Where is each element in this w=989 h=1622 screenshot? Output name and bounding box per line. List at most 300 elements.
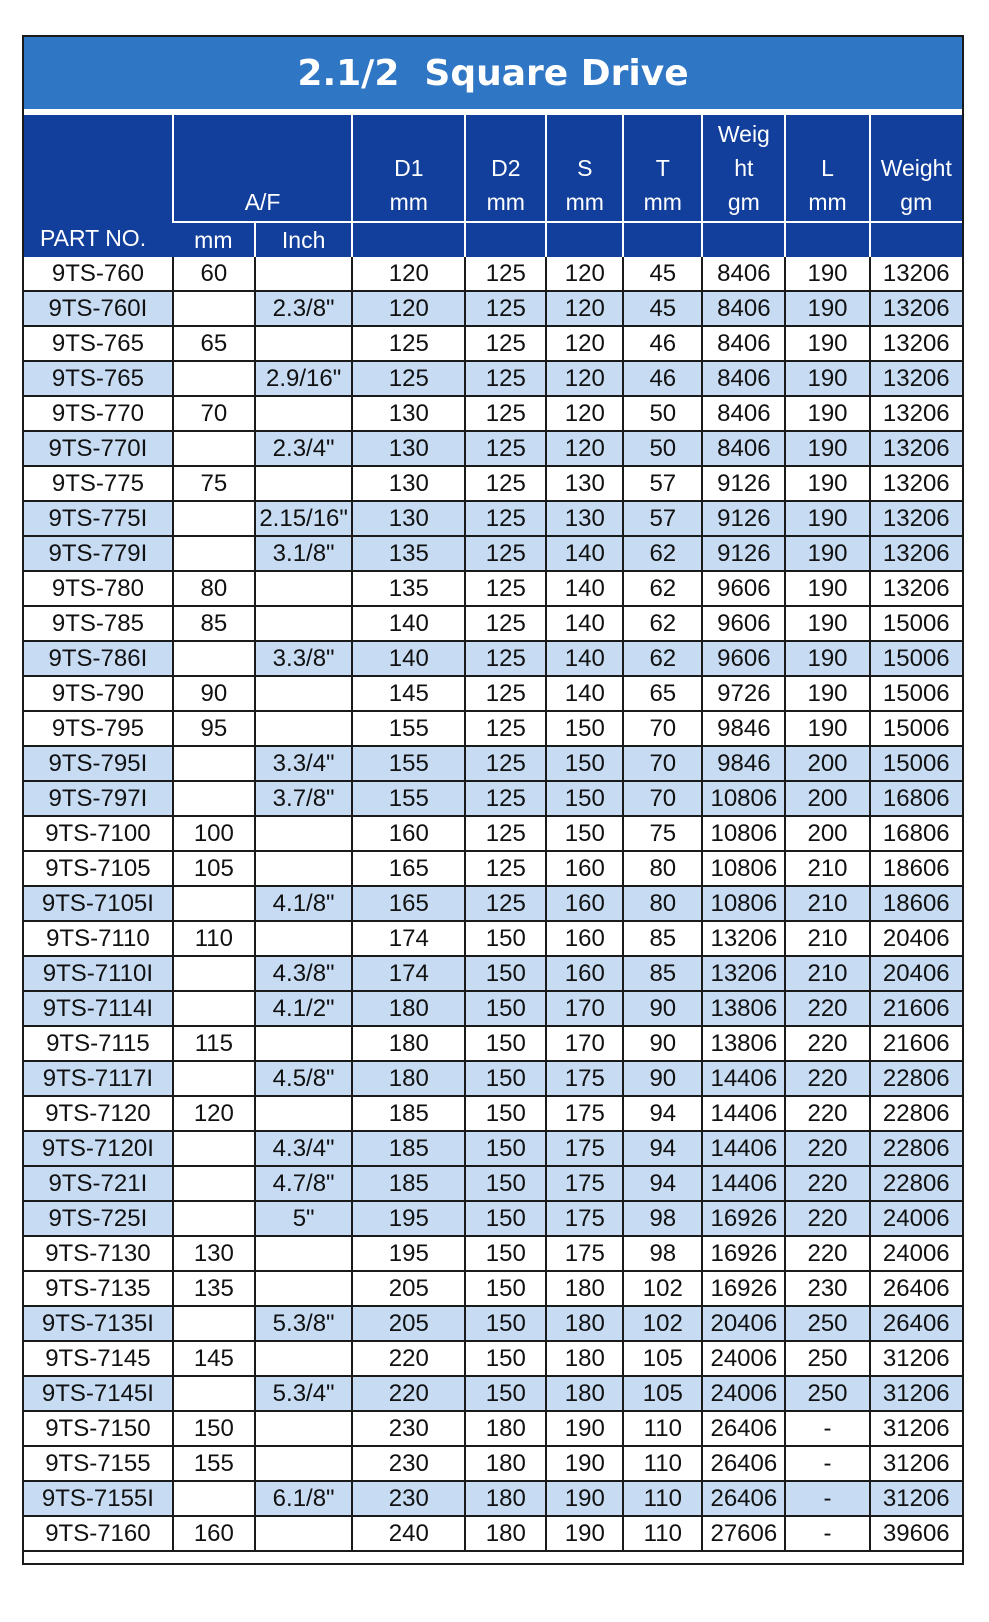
cell-t: 62: [623, 641, 702, 676]
cell-weight: 15006: [870, 711, 962, 746]
cell-d2: 125: [465, 816, 546, 851]
cell-d2: 150: [465, 1026, 546, 1061]
cell-weight-short: 27606: [702, 1516, 785, 1551]
cell-weight-short: 9606: [702, 641, 785, 676]
cell-l: 190: [785, 606, 869, 641]
cell-d1: 140: [352, 641, 465, 676]
cell-af-inch: [255, 1026, 352, 1061]
cell-l: 200: [785, 746, 869, 781]
cell-d2: 150: [465, 1061, 546, 1096]
cell-s: 120: [546, 361, 623, 396]
cell-s: 180: [546, 1341, 623, 1376]
cell-weight: 20406: [870, 921, 962, 956]
cell-weight-short: 24006: [702, 1376, 785, 1411]
cell-weight-short: 9726: [702, 676, 785, 711]
table-row: [24, 886, 962, 921]
cell-l: 190: [785, 466, 869, 501]
cell-part-no: 9TS-765: [24, 326, 173, 361]
cell-d1: 220: [352, 1341, 465, 1376]
cell-weight-short: 10806: [702, 886, 785, 921]
cell-part-no: 9TS-7114I: [24, 991, 173, 1026]
cell-af-inch: 3.3/4": [255, 746, 352, 781]
cell-weight-short: 9126: [702, 501, 785, 536]
table-row: [24, 1096, 962, 1131]
cell-af-inch: 5.3/4": [255, 1376, 352, 1411]
table-row: [24, 361, 962, 396]
cell-weight: 16806: [870, 816, 962, 851]
cell-t: 45: [623, 291, 702, 326]
cell-d2: 125: [465, 711, 546, 746]
cell-af-inch: [255, 257, 352, 291]
cell-weight: 20406: [870, 956, 962, 991]
cell-af-inch: [255, 816, 352, 851]
cell-af-inch: [255, 571, 352, 606]
cell-part-no: 9TS-790: [24, 676, 173, 711]
cell-weight: 18606: [870, 851, 962, 886]
cell-d2: 125: [465, 571, 546, 606]
cell-af-mm: 130: [173, 1236, 255, 1271]
cell-part-no: 9TS-7150: [24, 1411, 173, 1446]
cell-l: 190: [785, 431, 869, 466]
cell-s: 120: [546, 431, 623, 466]
cell-d2: 125: [465, 781, 546, 816]
cell-af-mm: 135: [173, 1271, 255, 1306]
cell-part-no: 9TS-725I: [24, 1201, 173, 1236]
table-row: [24, 291, 962, 326]
cell-weight-short: 8406: [702, 431, 785, 466]
cell-weight: 13206: [870, 361, 962, 396]
cell-l: 250: [785, 1341, 869, 1376]
cell-weight: 15006: [870, 746, 962, 781]
cell-l: 230: [785, 1271, 869, 1306]
cell-l: 190: [785, 711, 869, 746]
cell-t: 62: [623, 606, 702, 641]
cell-weight-short: 13206: [702, 956, 785, 991]
cell-l: 220: [785, 1201, 869, 1236]
cell-t: 105: [623, 1341, 702, 1376]
cell-af-inch: 4.1/2": [255, 991, 352, 1026]
cell-weight-short: 9846: [702, 746, 785, 781]
cell-af-mm: 155: [173, 1446, 255, 1481]
cell-s: 190: [546, 1411, 623, 1446]
cell-af-inch: [255, 921, 352, 956]
cell-t: 110: [623, 1446, 702, 1481]
cell-t: 62: [623, 536, 702, 571]
table-title: 2.1/2 Square Drive: [24, 37, 962, 109]
cell-af-mm: 115: [173, 1026, 255, 1061]
cell-part-no: 9TS-7155I: [24, 1481, 173, 1516]
cell-weight: 21606: [870, 1026, 962, 1061]
cell-weight: 13206: [870, 291, 962, 326]
cell-af-inch: [255, 711, 352, 746]
cell-part-no: 9TS-7145: [24, 1341, 173, 1376]
table-row: [24, 1236, 962, 1271]
cell-part-no: 9TS-7110: [24, 921, 173, 956]
cell-weight: 13206: [870, 571, 962, 606]
cell-af-mm: 65: [173, 326, 255, 361]
cell-af-mm: [173, 641, 255, 676]
cell-d1: 120: [352, 257, 465, 291]
cell-part-no: 9TS-7160: [24, 1516, 173, 1551]
table-row: [24, 991, 962, 1026]
cell-weight: 31206: [870, 1481, 962, 1516]
cell-part-no: 9TS-775I: [24, 501, 173, 536]
cell-weight: 24006: [870, 1236, 962, 1271]
cell-l: 210: [785, 921, 869, 956]
cell-s: 175: [546, 1201, 623, 1236]
cell-s: 175: [546, 1236, 623, 1271]
cell-d2: 150: [465, 1341, 546, 1376]
cell-weight-short: 8406: [702, 326, 785, 361]
header-l: L mm: [785, 115, 869, 222]
cell-d2: 150: [465, 1236, 546, 1271]
cell-s: 140: [546, 676, 623, 711]
cell-weight-short: 10806: [702, 781, 785, 816]
header-weight-short: Weig ht gm: [702, 115, 785, 222]
cell-l: 190: [785, 641, 869, 676]
cell-t: 65: [623, 676, 702, 711]
cell-af-mm: 110: [173, 921, 255, 956]
table-row: [24, 501, 962, 536]
cell-t: 70: [623, 711, 702, 746]
cell-weight: 22806: [870, 1061, 962, 1096]
cell-af-mm: [173, 501, 255, 536]
cell-part-no: 9TS-7110I: [24, 956, 173, 991]
cell-d2: 125: [465, 676, 546, 711]
cell-s: 120: [546, 291, 623, 326]
cell-af-inch: [255, 1341, 352, 1376]
cell-af-inch: [255, 1096, 352, 1131]
cell-part-no: 9TS-785: [24, 606, 173, 641]
cell-part-no: 9TS-780: [24, 571, 173, 606]
cell-l: 220: [785, 1061, 869, 1096]
cell-l: 250: [785, 1306, 869, 1341]
cell-af-inch: [255, 1411, 352, 1446]
cell-weight-short: 14406: [702, 1096, 785, 1131]
cell-weight-short: 8406: [702, 257, 785, 291]
cell-d1: 180: [352, 1061, 465, 1096]
cell-af-mm: [173, 956, 255, 991]
cell-l: 220: [785, 1026, 869, 1061]
cell-d1: 174: [352, 956, 465, 991]
cell-weight-short: 9126: [702, 466, 785, 501]
cell-weight-short: 8406: [702, 291, 785, 326]
cell-d2: 125: [465, 466, 546, 501]
header-t: T mm: [623, 115, 702, 222]
cell-weight-short: 9606: [702, 571, 785, 606]
cell-part-no: 9TS-7100: [24, 816, 173, 851]
cell-d1: 140: [352, 606, 465, 641]
cell-af-inch: 6.1/8": [255, 1481, 352, 1516]
table-header: [24, 115, 962, 257]
cell-weight-short: 10806: [702, 851, 785, 886]
cell-d1: 205: [352, 1306, 465, 1341]
cell-d1: 135: [352, 571, 465, 606]
cell-af-inch: 4.3/4": [255, 1131, 352, 1166]
cell-part-no: 9TS-7105I: [24, 886, 173, 921]
cell-af-mm: [173, 746, 255, 781]
cell-t: 90: [623, 991, 702, 1026]
cell-part-no: 9TS-775: [24, 466, 173, 501]
cell-l: 190: [785, 361, 869, 396]
cell-s: 120: [546, 257, 623, 291]
cell-af-inch: [255, 676, 352, 711]
cell-t: 110: [623, 1481, 702, 1516]
table-row: [24, 956, 962, 991]
cell-weight: 13206: [870, 536, 962, 571]
table-row: [24, 396, 962, 431]
cell-d2: 125: [465, 886, 546, 921]
cell-s: 160: [546, 886, 623, 921]
cell-af-mm: [173, 991, 255, 1026]
cell-af-inch: [255, 851, 352, 886]
cell-l: 190: [785, 676, 869, 711]
cell-weight-short: 24006: [702, 1341, 785, 1376]
cell-af-inch: 2.3/4": [255, 431, 352, 466]
cell-af-mm: [173, 886, 255, 921]
table-row: [24, 781, 962, 816]
cell-part-no: 9TS-765: [24, 361, 173, 396]
cell-d1: 195: [352, 1236, 465, 1271]
cell-weight: 26406: [870, 1271, 962, 1306]
cell-weight: 22806: [870, 1131, 962, 1166]
cell-weight-short: 26406: [702, 1481, 785, 1516]
cell-d2: 125: [465, 536, 546, 571]
cell-d2: 180: [465, 1516, 546, 1551]
cell-s: 170: [546, 1026, 623, 1061]
cell-s: 180: [546, 1376, 623, 1411]
table-row: [24, 816, 962, 851]
cell-weight: 13206: [870, 501, 962, 536]
table-row: [24, 1271, 962, 1306]
cell-d2: 150: [465, 921, 546, 956]
header-d1: D1 mm: [352, 115, 465, 222]
cell-weight: 24006: [870, 1201, 962, 1236]
cell-d1: 174: [352, 921, 465, 956]
cell-part-no: 9TS-7145I: [24, 1376, 173, 1411]
cell-af-mm: 160: [173, 1516, 255, 1551]
cell-l: -: [785, 1446, 869, 1481]
cell-d1: 165: [352, 886, 465, 921]
cell-s: 150: [546, 816, 623, 851]
cell-af-mm: [173, 1376, 255, 1411]
cell-part-no: 9TS-721I: [24, 1166, 173, 1201]
header-weight: Weight gm: [870, 115, 962, 222]
cell-af-mm: [173, 291, 255, 326]
cell-af-inch: [255, 1271, 352, 1306]
cell-part-no: 9TS-7130: [24, 1236, 173, 1271]
cell-weight-short: 13806: [702, 991, 785, 1026]
cell-weight-short: 16926: [702, 1201, 785, 1236]
cell-d1: 130: [352, 431, 465, 466]
header-part-no: PART NO.: [24, 115, 173, 257]
cell-l: 190: [785, 536, 869, 571]
cell-af-inch: 2.9/16": [255, 361, 352, 396]
header-d2: D2 mm: [465, 115, 546, 222]
cell-af-inch: 2.3/8": [255, 291, 352, 326]
cell-d1: 125: [352, 361, 465, 396]
cell-s: 140: [546, 571, 623, 606]
header-blank: [623, 222, 702, 257]
cell-part-no: 9TS-760: [24, 257, 173, 291]
cell-t: 46: [623, 326, 702, 361]
square-drive-spec-table: [24, 115, 962, 1552]
cell-t: 98: [623, 1236, 702, 1271]
cell-weight: 22806: [870, 1166, 962, 1201]
cell-t: 94: [623, 1131, 702, 1166]
cell-weight-short: 26406: [702, 1446, 785, 1481]
cell-s: 170: [546, 991, 623, 1026]
cell-t: 45: [623, 257, 702, 291]
cell-s: 175: [546, 1166, 623, 1201]
cell-weight-short: 13806: [702, 1026, 785, 1061]
cell-d1: 195: [352, 1201, 465, 1236]
cell-d1: 180: [352, 1026, 465, 1061]
cell-t: 46: [623, 361, 702, 396]
cell-d2: 125: [465, 606, 546, 641]
cell-af-mm: 75: [173, 466, 255, 501]
cell-s: 130: [546, 466, 623, 501]
cell-af-mm: 150: [173, 1411, 255, 1446]
cell-t: 85: [623, 921, 702, 956]
cell-s: 120: [546, 326, 623, 361]
cell-part-no: 9TS-7120: [24, 1096, 173, 1131]
cell-s: 190: [546, 1446, 623, 1481]
cell-d2: 150: [465, 956, 546, 991]
cell-af-mm: 105: [173, 851, 255, 886]
cell-part-no: 9TS-770I: [24, 431, 173, 466]
cell-d2: 125: [465, 501, 546, 536]
table-row: [24, 1026, 962, 1061]
cell-part-no: 9TS-760I: [24, 291, 173, 326]
header-blank: [352, 222, 465, 257]
cell-part-no: 9TS-779I: [24, 536, 173, 571]
cell-af-inch: [255, 1236, 352, 1271]
cell-d2: 125: [465, 431, 546, 466]
cell-weight-short: 8406: [702, 361, 785, 396]
cell-weight: 22806: [870, 1096, 962, 1131]
header-blank: [870, 222, 962, 257]
cell-d1: 135: [352, 536, 465, 571]
cell-af-mm: 100: [173, 816, 255, 851]
cell-d1: 120: [352, 291, 465, 326]
cell-s: 120: [546, 396, 623, 431]
spec-table-frame: [22, 35, 964, 1565]
cell-d1: 185: [352, 1166, 465, 1201]
cell-s: 140: [546, 606, 623, 641]
cell-af-mm: [173, 1061, 255, 1096]
cell-s: 175: [546, 1131, 623, 1166]
cell-s: 180: [546, 1306, 623, 1341]
cell-af-mm: 95: [173, 711, 255, 746]
cell-af-inch: 4.3/8": [255, 956, 352, 991]
cell-weight: 13206: [870, 257, 962, 291]
table-row: [24, 1306, 962, 1341]
cell-weight: 15006: [870, 641, 962, 676]
cell-d2: 150: [465, 991, 546, 1026]
cell-d2: 180: [465, 1446, 546, 1481]
cell-t: 90: [623, 1061, 702, 1096]
table-row: [24, 1516, 962, 1551]
table-row: [24, 1376, 962, 1411]
table-row: [24, 711, 962, 746]
cell-t: 80: [623, 851, 702, 886]
cell-l: 220: [785, 1166, 869, 1201]
table-row: [24, 746, 962, 781]
table-row: [24, 1131, 962, 1166]
cell-af-inch: [255, 396, 352, 431]
cell-t: 50: [623, 431, 702, 466]
cell-t: 94: [623, 1096, 702, 1131]
cell-weight: 13206: [870, 431, 962, 466]
cell-part-no: 9TS-786I: [24, 641, 173, 676]
cell-weight: 31206: [870, 1446, 962, 1481]
cell-af-inch: 3.3/8": [255, 641, 352, 676]
cell-l: 190: [785, 501, 869, 536]
table-row: [24, 571, 962, 606]
table-row: [24, 851, 962, 886]
cell-af-inch: [255, 606, 352, 641]
header-af-inch: Inch: [255, 222, 352, 257]
cell-l: 190: [785, 326, 869, 361]
cell-d1: 130: [352, 396, 465, 431]
cell-weight-short: 9126: [702, 536, 785, 571]
cell-l: 220: [785, 991, 869, 1026]
cell-d1: 155: [352, 746, 465, 781]
cell-t: 57: [623, 466, 702, 501]
cell-af-inch: 5.3/8": [255, 1306, 352, 1341]
cell-s: 140: [546, 641, 623, 676]
table-row: [24, 466, 962, 501]
cell-weight-short: 13206: [702, 921, 785, 956]
cell-d1: 185: [352, 1096, 465, 1131]
cell-l: -: [785, 1516, 869, 1551]
cell-d2: 125: [465, 326, 546, 361]
cell-d1: 155: [352, 711, 465, 746]
cell-weight-short: 9606: [702, 606, 785, 641]
cell-weight: 31206: [870, 1376, 962, 1411]
cell-d1: 125: [352, 326, 465, 361]
cell-af-mm: 120: [173, 1096, 255, 1131]
table-row: [24, 1481, 962, 1516]
cell-af-inch: 3.7/8": [255, 781, 352, 816]
table-row: [24, 1061, 962, 1096]
table-row: [24, 326, 962, 361]
cell-d2: 150: [465, 1376, 546, 1411]
cell-t: 90: [623, 1026, 702, 1061]
cell-d2: 180: [465, 1411, 546, 1446]
table-row: [24, 1166, 962, 1201]
cell-af-inch: [255, 1446, 352, 1481]
cell-part-no: 9TS-770: [24, 396, 173, 431]
cell-d2: 150: [465, 1096, 546, 1131]
cell-d1: 185: [352, 1131, 465, 1166]
cell-d2: 150: [465, 1271, 546, 1306]
cell-part-no: 9TS-795: [24, 711, 173, 746]
cell-weight: 18606: [870, 886, 962, 921]
cell-af-mm: [173, 1131, 255, 1166]
cell-t: 50: [623, 396, 702, 431]
cell-s: 140: [546, 536, 623, 571]
cell-l: 200: [785, 781, 869, 816]
cell-l: 210: [785, 956, 869, 991]
table-row: [24, 921, 962, 956]
cell-af-mm: 60: [173, 257, 255, 291]
cell-t: 70: [623, 746, 702, 781]
cell-s: 180: [546, 1271, 623, 1306]
cell-weight: 16806: [870, 781, 962, 816]
cell-t: 94: [623, 1166, 702, 1201]
